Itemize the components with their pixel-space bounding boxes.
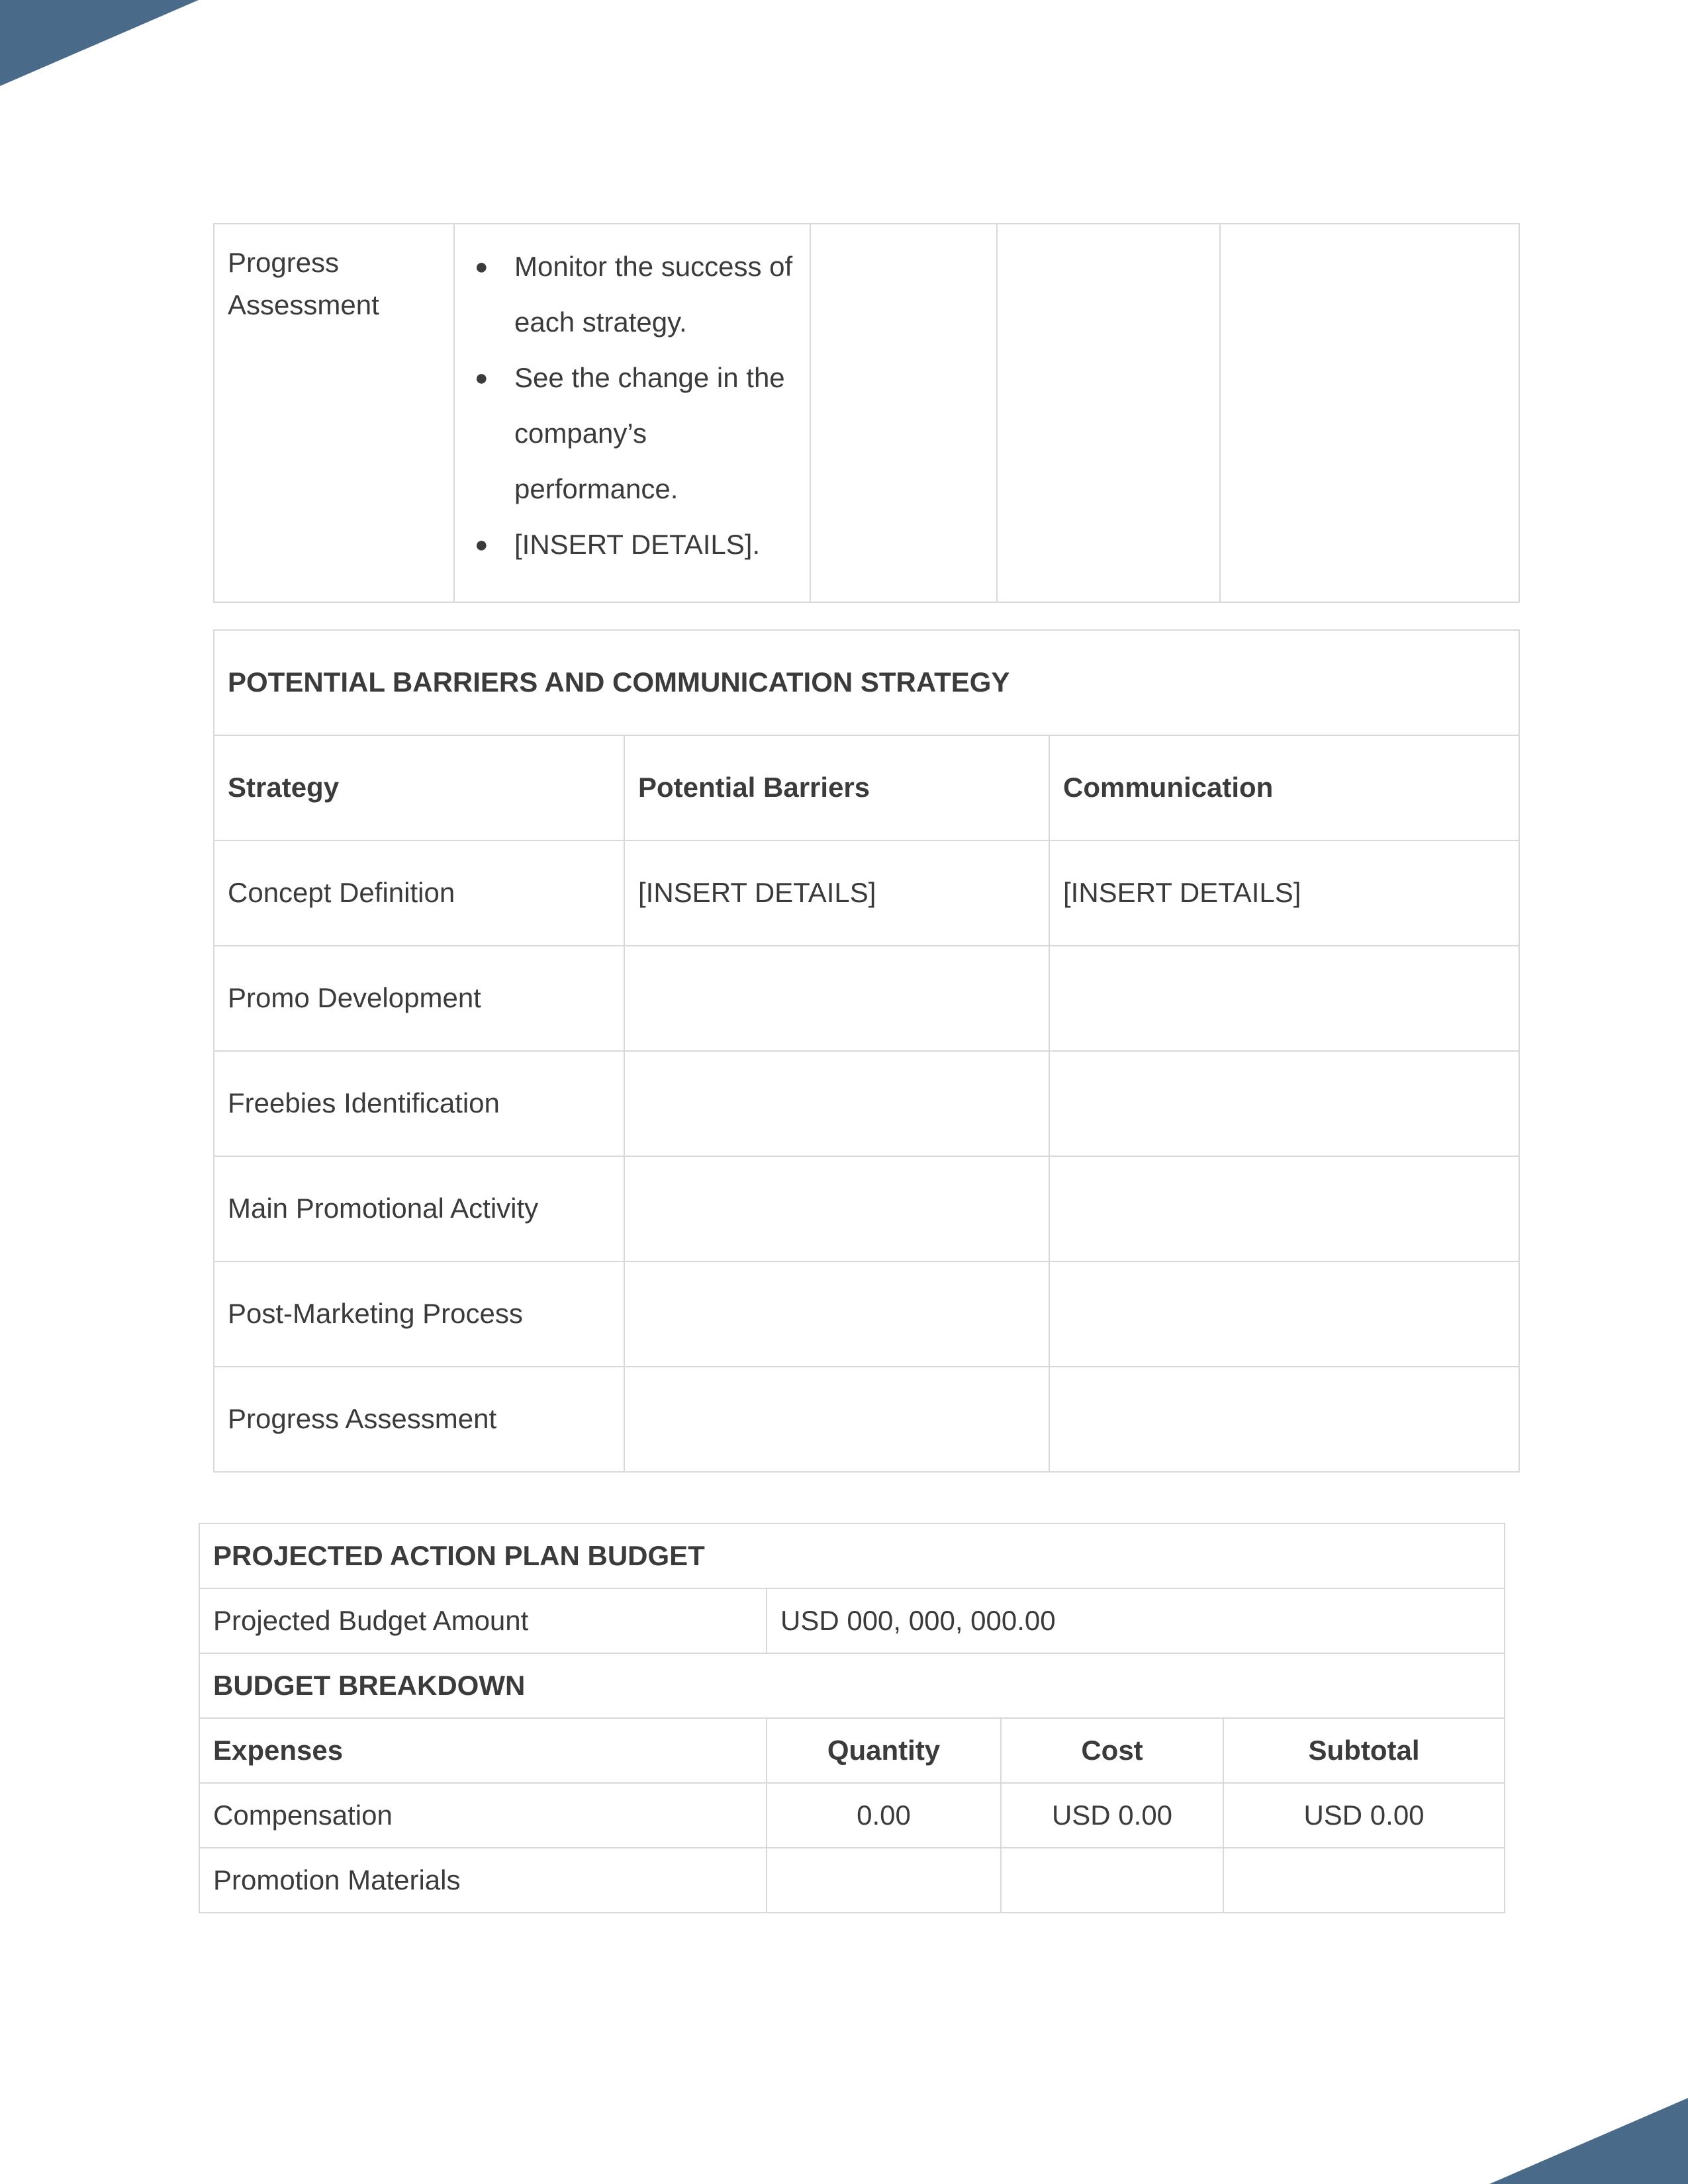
quantity-cell: 0.00 [767,1783,1001,1848]
communication-cell [1049,946,1519,1051]
table-title-row [199,1653,1505,1718]
budget-table [199,1523,1505,1913]
barriers-cell: [INSERT DETAILS] [624,841,1049,946]
barriers-table-title: POTENTIAL BARRIERS AND COMMUNICATION STRATEGY [214,630,1519,735]
empty-cell [997,224,1220,602]
table-row [214,224,1519,602]
strategy-cell: Progress Assessment [214,1367,624,1472]
header-potential-barriers: Potential Barriers [624,735,1049,841]
subtotal-cell [1223,1848,1505,1913]
header-expenses: Expenses [199,1718,767,1783]
barriers-cell [624,1051,1049,1156]
communication-cell: [INSERT DETAILS] [1049,841,1519,946]
communication-cell [1049,1156,1519,1261]
strategy-cell: Main Promotional Activity [214,1156,624,1261]
header-quantity: Quantity [767,1718,1001,1783]
table-title-row [199,1524,1505,1588]
bullet-icon: ● [475,365,489,390]
header-subtotal: Subtotal [1223,1718,1505,1783]
barriers-cell [624,1261,1049,1367]
bullet-icon: ● [475,532,489,557]
bullet-list [468,224,796,572]
subtotal-cell: USD 0.00 [1223,1783,1505,1848]
table-title-row [214,630,1519,735]
progress-assessment-bullets-cell [454,224,810,602]
bullet-icon: ● [475,254,489,279]
list-item [468,239,796,350]
header-strategy: Strategy [214,735,624,841]
empty-cell [810,224,997,602]
table-row [199,1783,1505,1848]
empty-cell [1220,224,1519,602]
strategy-cell: Post-Marketing Process [214,1261,624,1367]
expense-cell: Promotion Materials [199,1848,767,1913]
table-row [214,946,1519,1051]
list-item [468,350,796,517]
header-communication: Communication [1049,735,1519,841]
cost-cell [1001,1848,1223,1913]
communication-cell [1049,1367,1519,1472]
bottom-right-corner-decoration [1489,2098,1688,2184]
strategy-cell: Promo Development [214,946,624,1051]
barriers-cell [624,1156,1049,1261]
top-left-corner-decoration [0,0,199,86]
communication-cell [1049,1261,1519,1367]
header-cost: Cost [1001,1718,1223,1783]
table-row [214,841,1519,946]
list-item-text: Monitor the success of each strategy. [514,251,793,338]
table-row [214,1156,1519,1261]
barriers-communication-table [213,629,1520,1473]
strategy-cell: Freebies Identification [214,1051,624,1156]
progress-assessment-table [213,223,1520,603]
list-item-text: [INSERT DETAILS]. [514,529,761,560]
budget-amount-value: USD 000, 000, 000.00 [767,1588,1505,1653]
barriers-cell [624,946,1049,1051]
cost-cell: USD 0.00 [1001,1783,1223,1848]
progress-assessment-label: Progress Assessment [214,224,454,602]
table-header-row [199,1718,1505,1783]
list-item-text: See the change in the company’s performance. [514,362,785,504]
barriers-cell [624,1367,1049,1472]
budget-table-title: PROJECTED ACTION PLAN BUDGET [199,1524,1505,1588]
budget-amount-label: Projected Budget Amount [199,1588,767,1653]
quantity-cell [767,1848,1001,1913]
communication-cell [1049,1051,1519,1156]
expense-cell: Compensation [199,1783,767,1848]
budget-breakdown-title: BUDGET BREAKDOWN [199,1653,1505,1718]
table-row [214,1051,1519,1156]
strategy-cell: Concept Definition [214,841,624,946]
table-row [199,1588,1505,1653]
table-row [214,1367,1519,1472]
list-item [468,517,796,572]
table-row [199,1848,1505,1913]
table-row [214,1261,1519,1367]
table-header-row [214,735,1519,841]
